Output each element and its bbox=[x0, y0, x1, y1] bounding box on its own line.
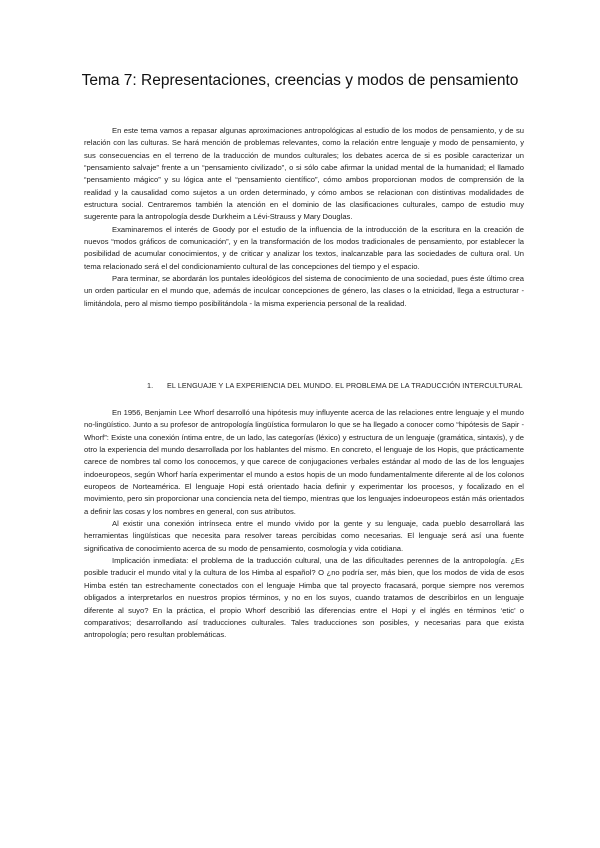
intro-section bbox=[84, 125, 524, 310]
section-paragraph: Al existir una conexión intrínseca entre el mundo vivido por la gente y su lenguaje, cada pueblo desarrollará las herramientas lingüísticas que necesita para resolver tareas percibidas como necesarias. El lenguaje será así una fuente significativa de conocimiento acerca de su modo de pensamiento, cosmología y vida cotidiana. bbox=[84, 519, 524, 553]
intro-paragraph: En este tema vamos a repasar algunas aproximaciones antropológicas al estudio de los modos de pensamiento, y de su relación con las culturas. Se hará mención de problemas relevantes, como la relación entre lenguaje y modo de pensamiento, y sus consecuencias en el terreno de la traducción de mundos culturales; los debates acerca de si es posible caracterizar un “pensamiento salvaje” frente a un “pensamiento civilizado”, o si sólo cabe afirmar la unidad mental de la humanidad; el llamado “pensamiento mágico” y su lógica ante el “pensamiento científico”, cómo ambos proporcionan modos de comprensión de la realidad y la causalidad como sujetos a un orden determinado, y cómo ambos se relacionan con distintivas modalidades de estructura social. Centraremos también la atención en el dominio de las clasificaciones culturales, campo de estudio muy sugerente para la antropología desde Durkheim a Lévi-Strauss y Mary Douglas. bbox=[84, 126, 524, 222]
section-heading-text: EL LENGUAJE Y LA EXPERIENCIA DEL MUNDO. EL PROBLEMA DE LA TRADUCCIÓN INTERCULTURAL bbox=[167, 381, 523, 390]
section-number: 1. bbox=[147, 381, 154, 390]
section-paragraph: En 1956, Benjamin Lee Whorf desarrolló una hipótesis muy influyente acerca de las relaciones entre lenguaje y el mundo no-lingüístico. Junto a su profesor de antropología lingüística formularon lo que se ha llegado a conocer como “hipótesis de Sapir - Whorf”: Existe una conexión íntima entre, de un lado, las categorías (léxico) y estructura de un lenguaje (gramática, sintaxis), y de otro la experiencia del mundo desarrollada por los hablantes del mismo. En concreto, el lenguaje de los Hopis, que prácticamente carece de nombres tal como los conocemos, y que carece de conjugaciones verbales estándar al modo de las de los lenguajes indoeuropeos, según Whorf haría experimentar el mundo a estos hopis de un modo fundamentalmente diferente al de los colonos europeos de Norteamérica. El lenguaje Hopi está orientado hacia definir y experimentar los procesos, y focalizado en el movimiento, pero sin proporcionar una conciencia neta del tiempo, mientras que los lenguajes indoeuropeos están más orientados a definir las cosas y los nombres en general, con sus atributos. bbox=[84, 408, 524, 516]
section-heading bbox=[147, 381, 523, 390]
section-paragraph: Implicación inmediata: el problema de la traducción cultural, una de las dificultades perennes de la antropología. ¿Es posible traducir el mundo vital y la cultura de los Himba al español? O ¿no podría ser, más bien, que los modos de vida de esos Himba estén tan estrechamente conectados con el lenguaje Himba que tal proyecto fracasará, porque siempre nos veremos obligados a interpretarlos en nuestros propios términos, y no en los suyos, cuando tratamos de describirlos en un lenguaje diferente al suyo? En la práctica, el propio Whorf describió las diferencias entre el Hopi y el inglés en términos ‘etic’ o comparativos; desarrollando así traducciones culturales. Tales traducciones son posibles, y necesarias para que exista antropología; pero resultan problemáticas. bbox=[84, 556, 524, 640]
page-title: Tema 7: Representaciones, creencias y modos de pensamiento bbox=[81, 72, 519, 89]
intro-paragraph: Examinaremos el interés de Goody por el estudio de la influencia de la introducción de la escritura en la creación de nuevos “modos gráficos de comunicación”, y en la transformación de los modos tradicionales de pensamiento, por establecer la posibilidad de acumular conocimientos, y de criticar y analizar los textos, inalcanzable para las sociedades de cultura oral. Un tema relacionado será el del condicionamiento cultural de las concepciones del tiempo y el espacio. bbox=[84, 224, 524, 271]
intro-paragraph: Para terminar, se abordarán los puntales ideológicos del sistema de conocimiento de una sociedad, pues éste último crea un orden particular en el mundo que, además de inculcar concepciones de género, las clases o la etnicidad, llega a estructurar - limitándola, pero al mismo tiempo posibilitándola - la misma experiencia personal de la realidad. bbox=[84, 274, 524, 308]
section-body bbox=[84, 407, 524, 642]
